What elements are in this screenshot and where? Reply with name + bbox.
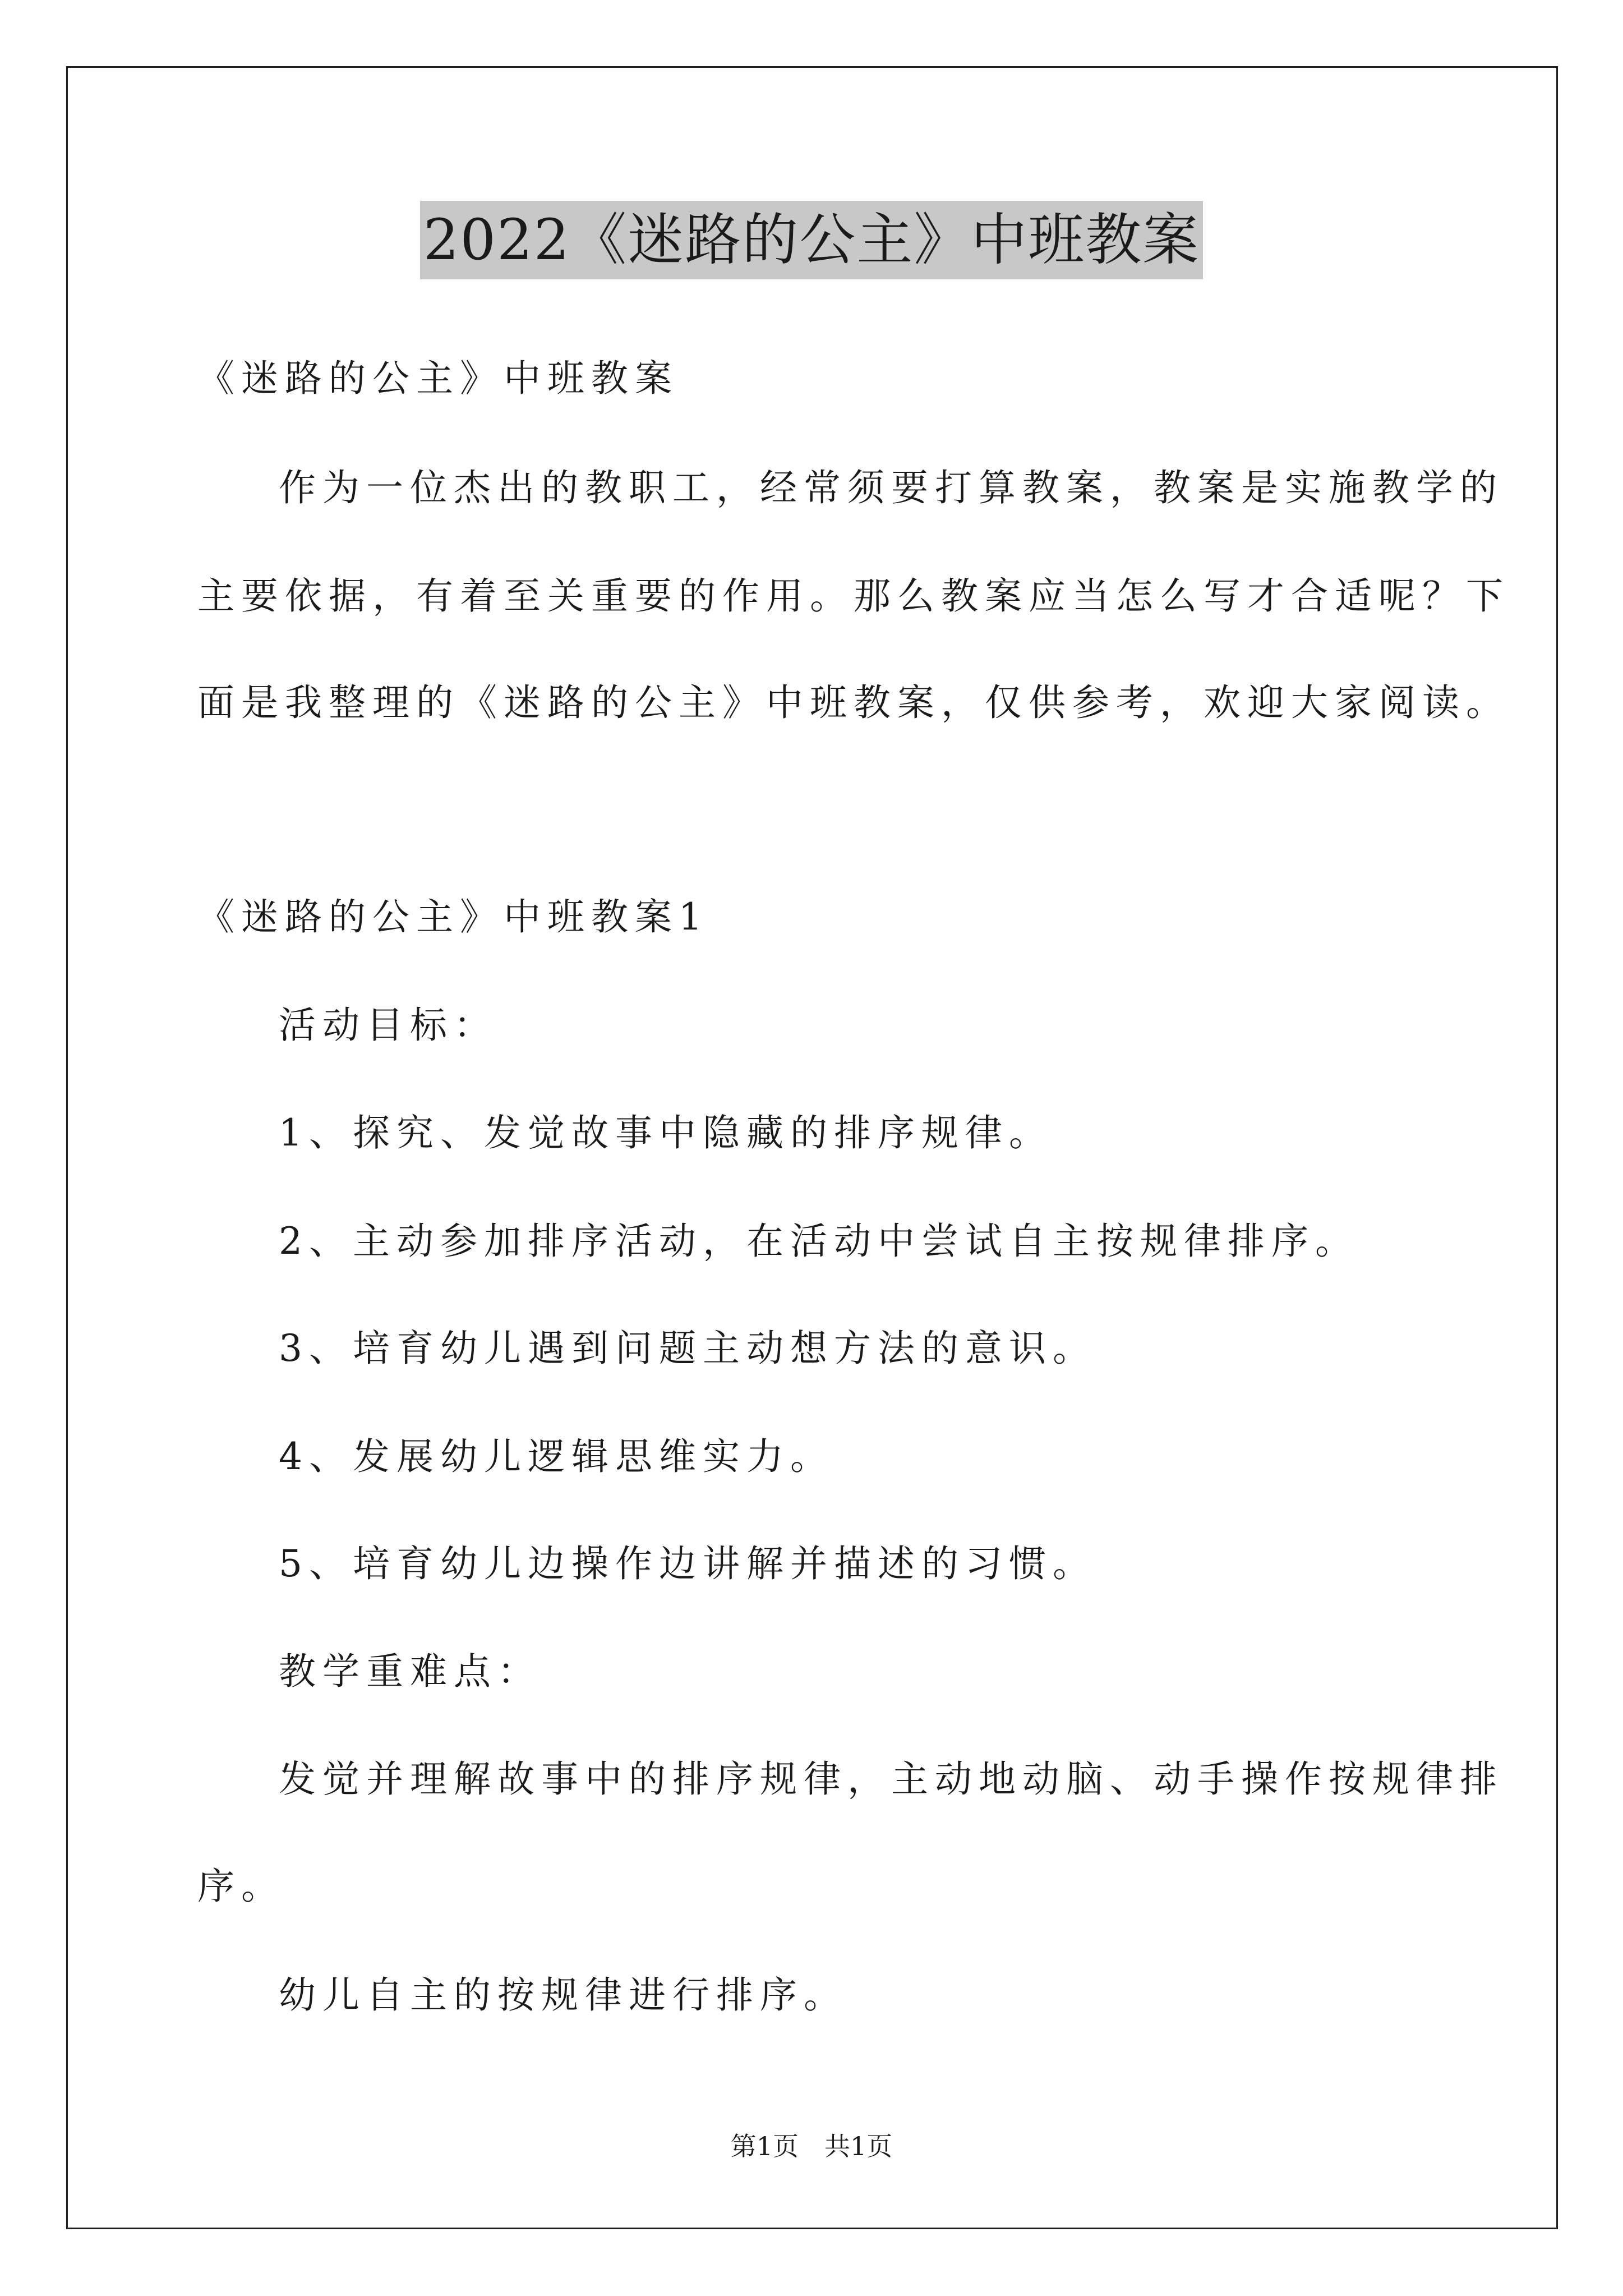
key-points-line-1: 发觉并理解故事中的排序规律，主动地动脑、动手操作按规律排 bbox=[279, 1757, 1504, 1801]
goal-item-3: 3、培育幼儿遇到问题主动想方法的意识。 bbox=[279, 1327, 1096, 1370]
intro-paragraph-line-3: 面是我整理的《迷路的公主》中班教案，仅供参考，欢迎大家阅读。 bbox=[197, 681, 1510, 724]
key-points-heading: 教学重难点： bbox=[279, 1650, 541, 1693]
goal-item-5: 5、培育幼儿边操作边讲解并描述的习惯。 bbox=[279, 1542, 1096, 1585]
subtitle-line: 《迷路的公主》中班教案 bbox=[197, 357, 679, 400]
goals-heading: 活动目标： bbox=[279, 1004, 497, 1047]
goal-item-1: 1、探究、发觉故事中隐藏的排序规律。 bbox=[279, 1111, 1053, 1154]
goal-item-2: 2、主动参加排序活动，在活动中尝试自主按规律排序。 bbox=[279, 1220, 1359, 1263]
page-footer: 第1页 共1页 bbox=[730, 2131, 893, 2161]
section-heading: 《迷路的公主》中班教案1 bbox=[197, 895, 709, 938]
intro-paragraph-line-1: 作为一位杰出的教职工，经常须要打算教案，教案是实施教学的 bbox=[279, 466, 1504, 509]
key-points-line-2: 序。 bbox=[197, 1865, 285, 1908]
difficulty-line: 幼儿自主的按规律进行排序。 bbox=[279, 1973, 847, 2017]
document-title: 2022《迷路的公主》中班教案 bbox=[420, 201, 1204, 279]
goal-item-4: 4、发展幼儿逻辑思维实力。 bbox=[279, 1435, 834, 1478]
intro-paragraph-line-2: 主要依据，有着至关重要的作用。那么教案应当怎么写才合适呢？下 bbox=[197, 574, 1510, 618]
title-container bbox=[0, 201, 1623, 279]
